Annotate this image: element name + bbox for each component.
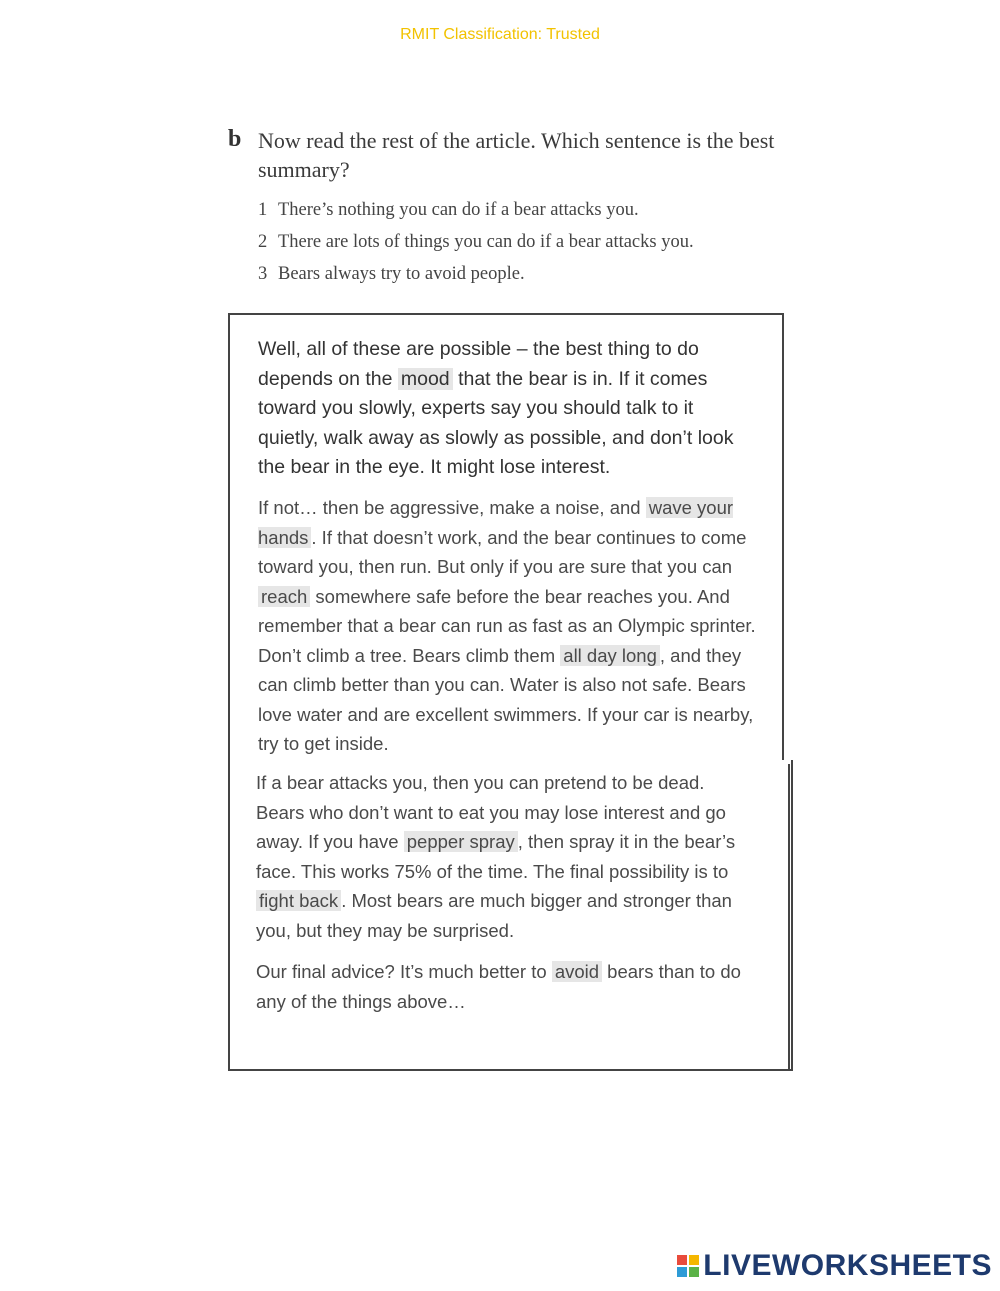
article-paragraph-4 [256, 957, 766, 1016]
answer-option[interactable] [258, 258, 808, 290]
option-number: 3 [258, 264, 268, 284]
highlight-wave-your-hands: wave your hands [258, 497, 734, 548]
classification-label: RMIT Classification: Trusted [400, 26, 600, 43]
text-run: somewhere safe before the bear reaches you. And remember that a bear can run as fast as an Olympic sprinter. Don’t climb a tree. Bears climb them [258, 585, 756, 666]
logo-square [689, 1267, 699, 1277]
option-text: Bears always try to avoid people. [278, 264, 525, 284]
text-run: that the bear is in. If it comes toward you slowly, experts say you should talk to it quietly, walk away as slowly as possible, and don’t look the bear in the eye. It might lose interest. [258, 367, 734, 478]
task-section [228, 126, 808, 290]
answer-option[interactable] [258, 194, 808, 226]
text-run: Well, all of these are possible – the best thing to do depends on the [258, 338, 699, 390]
logo-square [677, 1255, 687, 1265]
answer-options [258, 194, 808, 290]
logo-text: LIVEWORKSHEETS [703, 1249, 992, 1282]
logo-square [677, 1267, 687, 1277]
option-number: 1 [258, 200, 268, 220]
task-question: Now read the rest of the article. Which sentence is the best summary? [258, 128, 775, 182]
highlight-fight-back: fight back [256, 890, 341, 911]
highlight-all-day-long: all day long [560, 645, 660, 666]
option-number: 2 [258, 232, 268, 252]
text-run: If a bear attacks you, then you can pretend to be dead. Bears who don’t want to eat you may lose interest and go away. If you have [256, 772, 726, 852]
article-paragraph-2 [258, 493, 763, 759]
text-run: , then spray it in the bear’s face. This works 75% of the time. The final possibility is to [256, 831, 736, 882]
highlight-reach: reach [258, 586, 310, 607]
highlight-pepper-spray: pepper spray [404, 831, 518, 852]
text-run: , and they can climb better than you can. Water is also not safe. Bears love water and are excellent swimmers. If your car is nearby, try to get inside. [258, 644, 754, 754]
text-run: . If that doesn’t work, and the bear continues to come toward you, then run. But only if you are sure that you can [258, 526, 747, 577]
option-text: There are lots of things you can do if a bear attacks you. [278, 232, 694, 252]
article-box-bottom [228, 760, 793, 1071]
answer-option[interactable] [258, 226, 808, 258]
liveworksheets-logo[interactable] [677, 1249, 992, 1283]
text-run: Our final advice? It’s much better to [256, 961, 552, 982]
article-paragraph-3 [256, 768, 756, 945]
text-run: If not… then be aggressive, make a noise, and [258, 497, 646, 518]
highlight-avoid: avoid [552, 961, 602, 982]
logo-grid-icon [677, 1255, 699, 1277]
task-letter: b [228, 126, 242, 152]
text-run: . Most bears are much bigger and stronger than you, but they may be surprised. [256, 890, 732, 941]
text-run: bears than to do any of the things above… [256, 961, 741, 1012]
option-text: There’s nothing you can do if a bear attacks you. [278, 200, 639, 220]
article-paragraph-1 [258, 335, 758, 483]
logo-square [689, 1255, 699, 1265]
highlight-mood: mood [398, 368, 453, 390]
article-box-top [228, 313, 784, 760]
article-border-right [788, 764, 790, 1069]
